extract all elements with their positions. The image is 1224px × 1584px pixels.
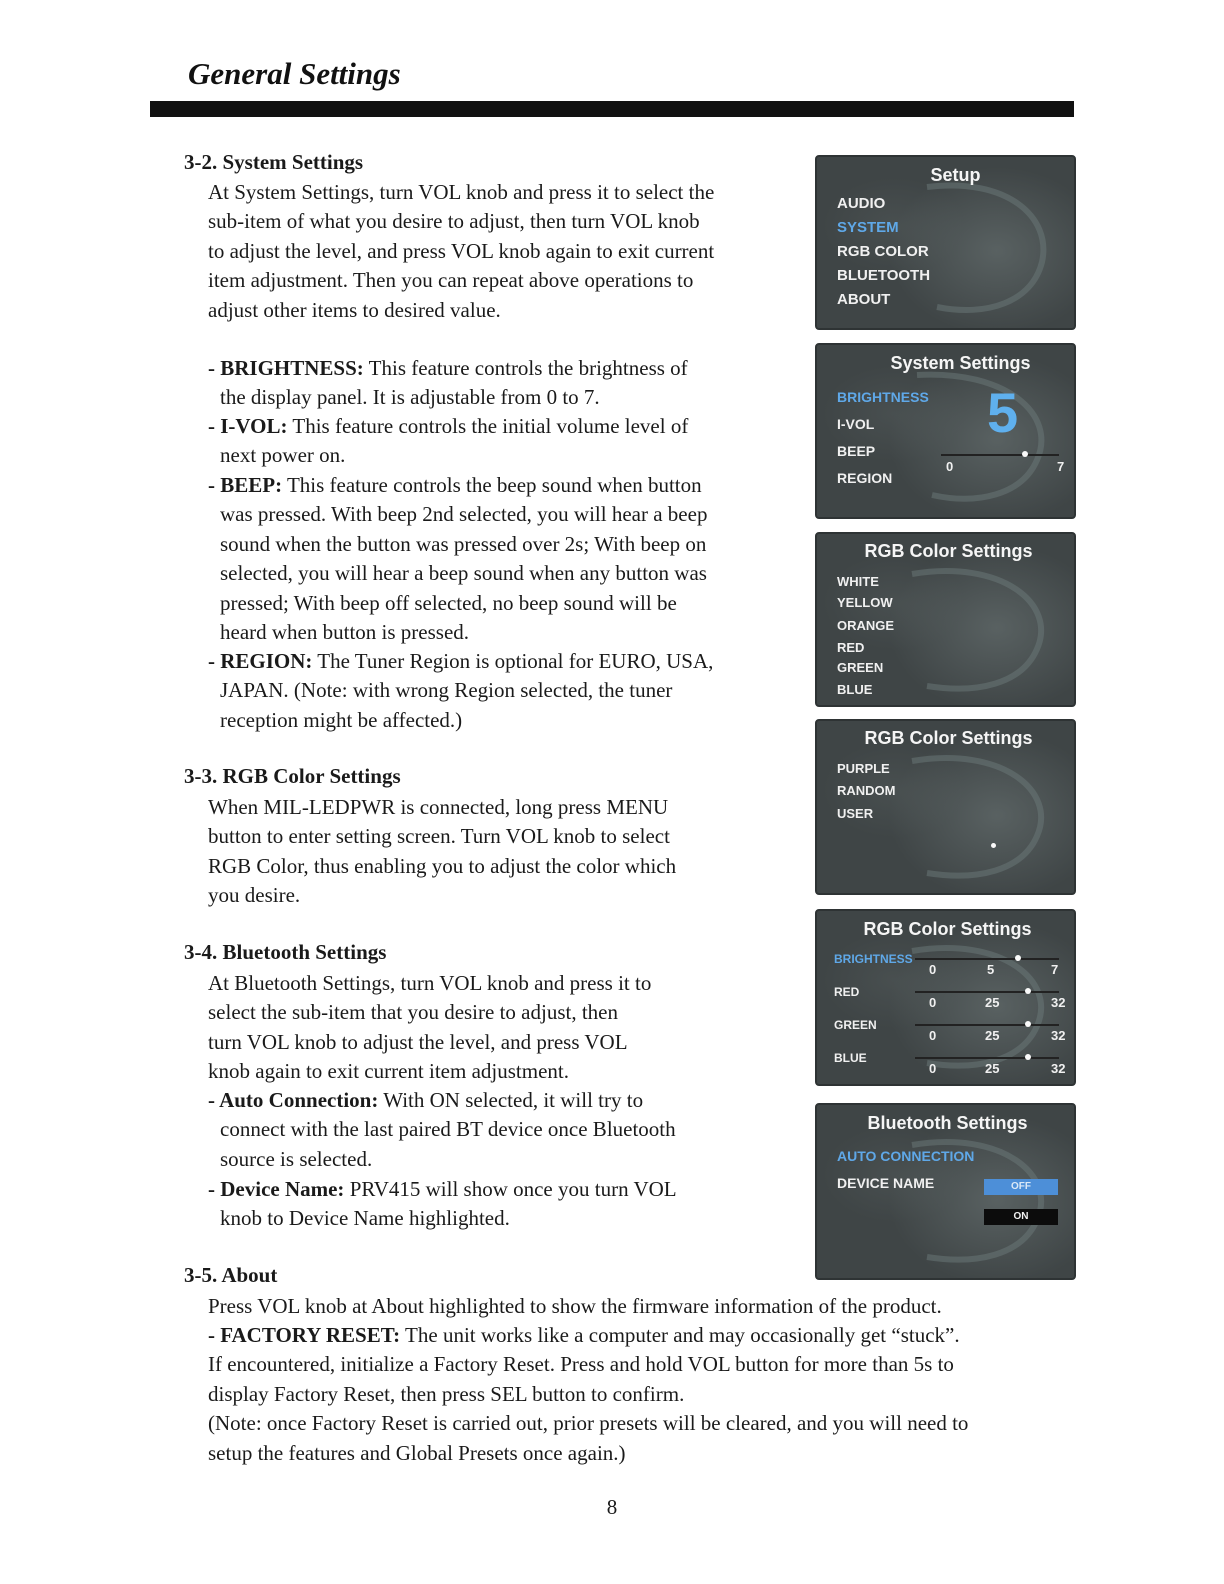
bluetooth-settings-title: Bluetooth Settings [867, 1113, 1028, 1133]
menu-item-random[interactable]: RANDOM [837, 783, 896, 798]
menu-item-yellow[interactable]: YELLOW [837, 595, 893, 610]
system-settings-screen [815, 343, 1076, 519]
option-off[interactable]: OFF [984, 1179, 1058, 1195]
green-level-track[interactable] [915, 1024, 1059, 1026]
rgb-color-screen-3 [815, 909, 1076, 1086]
menu-item-purple[interactable]: PURPLE [837, 761, 890, 776]
cursor-dot [991, 843, 996, 848]
auto-connection-bullet: - Auto Connection: With ON selected, it will try to connect with the last paired BT device once Bluetooth source is selected. [208, 1088, 676, 1171]
menu-item-bluetooth[interactable]: BLUETOOTH [837, 267, 931, 284]
brightness-level-min: 0 [929, 962, 937, 977]
factory-reset-bullet: - FACTORY RESET: The unit works like a computer and may occasionally get “stuck”. If encountered, initialize a Factory Reset. Press and hold VOL button for more than 5s to display Factory Reset, then press SEL button to confirm. (Note: once Factory Reset is carried out, prior presets will be cleared, and you will need to setup the features and Global Presets once again.) [208, 1323, 969, 1465]
blue-level-track[interactable] [915, 1057, 1059, 1059]
system-settings-heading: 3-2. System Settings [184, 150, 364, 174]
option-on[interactable]: ON [984, 1209, 1058, 1225]
brightness-bullet: - BRIGHTNESS: This feature controls the brightness of the display panel. It is adjustable from 0 to 7. [208, 356, 688, 410]
menu-item-region[interactable]: REGION [837, 470, 893, 486]
setup-title: Setup [930, 165, 981, 185]
menu-item-ivol[interactable]: I-VOL [837, 416, 875, 432]
green-level-min: 0 [929, 1028, 937, 1043]
red-level-handle[interactable] [1025, 988, 1031, 994]
system-settings-title: System Settings [890, 353, 1031, 373]
brightness-level-track[interactable] [915, 958, 1059, 960]
page-title: General Settings [188, 56, 401, 91]
menu-item-red[interactable]: RED [837, 640, 865, 655]
about-heading: 3-5. About [184, 1263, 278, 1287]
red-level-max: 32 [1051, 995, 1066, 1010]
menu-item-orange[interactable]: ORANGE [837, 618, 895, 633]
menu-item-beep[interactable]: BEEP [837, 443, 876, 459]
red-level-track[interactable] [915, 991, 1059, 993]
brightness-min: 0 [946, 459, 954, 474]
menu-item-audio[interactable]: AUDIO [837, 195, 886, 212]
bluetooth-settings-intro: At Bluetooth Settings, turn VOL knob and press it to select the sub-item that you desire to adjust, then turn VOL knob to adjust the level, and press VOL knob again to exit current item adjustment. [208, 971, 652, 1084]
ivol-bullet: - I-VOL: This feature controls the initial volume level of next power on. [208, 414, 689, 468]
green-level-value: 25 [985, 1028, 1000, 1043]
brightness-level-handle[interactable] [1015, 955, 1021, 961]
menu-item-system[interactable]: SYSTEM [837, 219, 899, 236]
menu-item-auto-connection[interactable]: AUTO CONNECTION [837, 1148, 975, 1164]
green-level-max: 32 [1051, 1028, 1066, 1043]
blue-level-max: 32 [1051, 1061, 1066, 1076]
blue-level-min: 0 [929, 1061, 937, 1076]
menu-item-white[interactable]: WHITE [837, 574, 879, 589]
menu-item-brightness[interactable]: BRIGHTNESS [837, 389, 929, 405]
rgb-settings-heading: 3-3. RGB Color Settings [184, 764, 401, 788]
page-number: 8 [606, 1495, 618, 1519]
menu-item-user[interactable]: USER [837, 806, 874, 821]
brightness-value: 5 [987, 381, 1019, 444]
brightness-slider-track[interactable] [941, 454, 1059, 456]
rgb-color-screen-2 [815, 719, 1076, 895]
menu-item-rgb-color[interactable]: RGB COLOR [837, 243, 929, 260]
blue-level-value: 25 [985, 1061, 1000, 1076]
menu-item-green[interactable]: GREEN [837, 660, 884, 675]
system-settings-intro: At System Settings, turn VOL knob and press it to select the sub-item of what you desire to adjust, then turn VOL knob to adjust the level, and press VOL knob again to exit current item adjustment. Then you can repeat above operations to adjust other items to desired value. [208, 180, 715, 322]
level-label-brightness[interactable]: BRIGHTNESS [834, 952, 913, 966]
bluetooth-settings-screen [815, 1103, 1076, 1280]
level-label-green[interactable]: GREEN [834, 1018, 877, 1032]
level-label-red[interactable]: RED [834, 985, 860, 999]
rgb-settings-intro: When MIL-LEDPWR is connected, long press MENU button to enter setting screen. Turn VOL knob to select RGB Color, thus enabling you to adjust the color which you desire. [208, 795, 677, 908]
red-level-min: 0 [929, 995, 937, 1010]
green-level-handle[interactable] [1025, 1021, 1031, 1027]
beep-bullet: - BEEP: This feature controls the beep sound when button was pressed. With beep 2nd selected, you will hear a beep sound when the button was pressed over 2s; With beep on selected, you will hear a beep sound when any button was pressed; With beep off selected, no beep sound will be heard when button is pressed. [208, 473, 708, 645]
level-label-blue[interactable]: BLUE [834, 1051, 867, 1065]
menu-item-device-name[interactable]: DEVICE NAME [837, 1175, 935, 1191]
brightness-max: 7 [1057, 459, 1065, 474]
menu-item-blue[interactable]: BLUE [837, 682, 873, 697]
device-name-bullet: - Device Name: PRV415 will show once you turn VOL knob to Device Name highlighted. [208, 1177, 677, 1231]
rgb-color-title: RGB Color Settings [864, 541, 1033, 561]
brightness-level-max: 7 [1051, 962, 1059, 977]
bluetooth-settings-heading: 3-4. Bluetooth Settings [184, 940, 387, 964]
rgb-color-title: RGB Color Settings [863, 919, 1032, 939]
blue-level-handle[interactable] [1025, 1054, 1031, 1060]
rgb-color-title: RGB Color Settings [864, 728, 1033, 748]
red-level-value: 25 [985, 995, 1000, 1010]
brightness-level-value: 5 [987, 962, 995, 977]
region-bullet: - REGION: The Tuner Region is optional for EURO, USA, JAPAN. (Note: with wrong Region selected, the tuner reception might be affected.) [208, 649, 714, 732]
setup-screen [815, 155, 1076, 330]
menu-item-about[interactable]: ABOUT [837, 291, 891, 308]
rgb-color-screen-1 [815, 532, 1076, 707]
title-rule [150, 101, 1074, 117]
about-intro: Press VOL knob at About highlighted to show the firmware information of the product. [208, 1294, 942, 1318]
